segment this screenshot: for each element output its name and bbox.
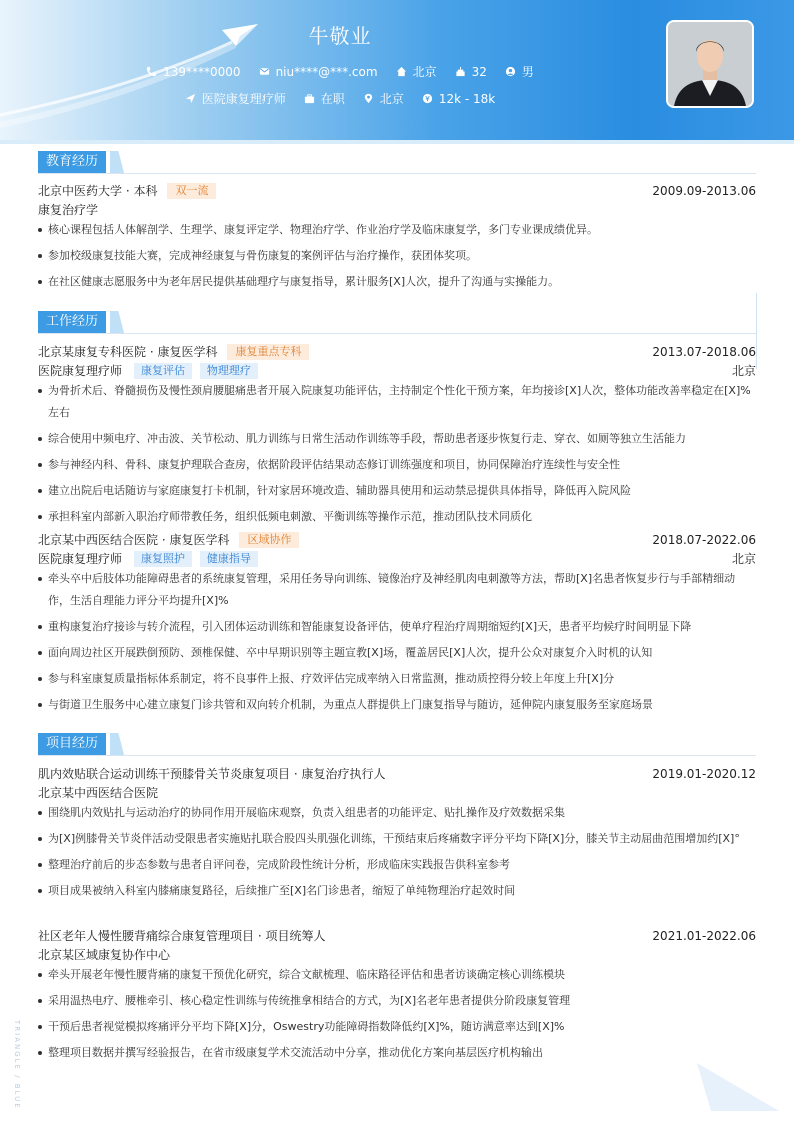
skill-tag: 健康指导 (200, 551, 258, 567)
divider-line (756, 293, 757, 369)
phone-item (146, 63, 240, 80)
work-title: 工作经历 (38, 311, 106, 333)
section-tab-decoration (110, 733, 124, 755)
list-item: 参加校级康复技能大赛，完成神经康复与骨伤康复的案例评估与治疗操作，获团体奖项。 (38, 245, 756, 267)
job-row (38, 530, 756, 549)
education-header (38, 151, 756, 174)
list-item: 与街道卫生服务中心建立康复门诊共管和双向转介机制，为重点人群提供上门康复指导与随访，延伸院内康复服务至家庭场景 (38, 694, 756, 716)
city-item (396, 63, 437, 80)
email-text: niu****@***.com (275, 64, 378, 79)
role-row (38, 549, 756, 568)
list-item: 承担科室内部新入职治疗师带教任务，组织低频电刺激、平衡训练等操作示范，推动团队技术同质化 (38, 506, 756, 528)
project-org: 北京某区域康复协作中心 (38, 948, 171, 962)
gender-text: 男 (521, 65, 534, 79)
list-item: 为骨折术后、脊髓损伤及慢性颈肩腰腿痛患者开展入院康复功能评估，主持制定个性化干预方案，年均接诊[X]人次，整体功能改善率稳定在[X]%左右 (38, 380, 756, 424)
project-org-row (38, 783, 756, 802)
list-item: 干预后患者视觉模拟疼痛评分平均下降[X]分，Oswestry功能障碍指数降低约[X]%，随访满意率达到[X]% (38, 1016, 756, 1038)
city-text: 北京 (412, 65, 437, 79)
cake-icon (455, 66, 466, 77)
list-item: 牵头卒中后肢体功能障碍患者的系统康复管理，采用任务导向训练、镜像治疗及神经肌肉电刺激等方法，帮助[X]名患者恢复步行与手部精细动作，生活自理能力评分平均提升[X]% (38, 568, 756, 612)
project-bullets (38, 802, 756, 902)
list-item: 整理项目数据并撰写经验报告，在省市级康复学术交流活动中分享，推动优化方案向基层医疗机构输出 (38, 1042, 756, 1064)
projects-title: 项目经历 (38, 733, 106, 755)
location-pin-icon (363, 93, 374, 104)
job-org: 北京某康复专科医院 · 康复医学科 (38, 345, 218, 359)
job-city: 北京 (731, 364, 756, 378)
school-tag: 双一流 (167, 183, 216, 199)
list-item: 建立出院后电话随访与家庭康复打卡机制，针对家居环境改造、辅助器具使用和运动禁忌提供具体指导，降低再入院风险 (38, 480, 756, 502)
list-item: 在社区健康志愿服务中为老年居民提供基础理疗与康复指导，累计服务[X]人次，提升了沟通与实操能力。 (38, 271, 756, 293)
email-item (259, 63, 378, 80)
job-city: 北京 (731, 552, 756, 566)
watermark-text: TRIANGLE / BLUE (13, 1020, 21, 1110)
avatar-image (668, 22, 752, 106)
job-tag: 区域协作 (239, 532, 299, 548)
list-item: 项目成果被纳入科室内膝痛康复路径，后续推广至[X]名门诊患者，缩短了单纯物理治疗起效时间 (38, 880, 756, 902)
resume-header (0, 0, 794, 140)
mail-icon (259, 66, 270, 77)
list-item: 整理治疗前后的步态参数与患者自评问卷，完成阶段性统计分析，形成临床实践报告供科室参考 (38, 854, 756, 876)
money-icon (422, 93, 433, 104)
briefcase-icon (304, 93, 315, 104)
list-item: 重构康复治疗接诊与转介流程，引入团体运动训练和智能康复设备评估，使单疗程治疗周期缩短约[X]天，患者平均候疗时间明显下降 (38, 616, 756, 638)
project-name: 社区老年人慢性腰背痛综合康复管理项目 · 项目统筹人 (38, 929, 326, 943)
job-org: 北京某中西医结合医院 · 康复医学科 (38, 533, 230, 547)
project-org-row (38, 945, 756, 964)
target-city-item (363, 90, 404, 107)
age-item (455, 63, 487, 80)
education-entry (38, 181, 756, 297)
project-entry-2 (38, 926, 756, 1068)
age-text: 32 (471, 64, 487, 79)
gender-item (505, 63, 534, 80)
project-org: 北京某中西医结合医院 (38, 786, 159, 800)
job-date: 2013.07-2018.06 (652, 344, 756, 359)
target-city-text: 北京 (379, 92, 404, 106)
section-tab-decoration (110, 151, 124, 173)
work-header (38, 311, 756, 334)
job-tag: 康复重点专科 (227, 344, 309, 360)
project-bullets (38, 964, 756, 1064)
role-row (38, 361, 756, 380)
job-row (38, 342, 756, 361)
send-icon (185, 93, 196, 104)
section-tab-decoration (110, 311, 124, 333)
skill-tag: 物理理疗 (200, 363, 258, 379)
job-intent-row (0, 90, 680, 107)
project-row (38, 926, 756, 945)
job-role: 医院康复理疗师 (38, 552, 123, 566)
list-item: 核心课程包括人体解剖学、生理学、康复评定学、物理治疗学、作业治疗学及临床康复学，多门专业课成绩优异。 (38, 219, 756, 241)
phone-text: 139****0000 (163, 64, 241, 79)
job-date: 2018.07-2022.06 (652, 532, 756, 547)
job-bullets (38, 568, 756, 716)
skill-tag: 康复评估 (134, 363, 192, 379)
education-date: 2009.09-2013.06 (652, 183, 756, 198)
list-item: 为[X]例膝骨关节炎伴活动受限患者实施贴扎联合股四头肌强化训练，干预结束后疼痛数字评分平均下降[X]分，膝关节主动屈曲范围增加约[X]° (38, 828, 756, 850)
project-row (38, 764, 756, 783)
education-section (38, 151, 756, 174)
phone-icon (146, 66, 157, 77)
work-section (38, 311, 756, 334)
list-item: 采用温热电疗、腰椎牵引、核心稳定性训练与传统推拿相结合的方式，为[X]名老年患者提供分阶段康复管理 (38, 990, 756, 1012)
education-bullets (38, 219, 756, 293)
contact-row (0, 63, 680, 80)
salary-item (422, 90, 495, 107)
list-item: 参与科室康复质量指标体系制定，将不良事件上报、疗效评估完成率纳入日常监测，推动质控得分较上年度上升[X]分 (38, 668, 756, 690)
job-role: 医院康复理疗师 (38, 364, 123, 378)
project-name: 肌内效贴联合运动训练干预膝骨关节炎康复项目 · 康复治疗执行人 (38, 767, 386, 781)
home-icon (396, 66, 407, 77)
project-date: 2019.01-2020.12 (652, 766, 756, 781)
education-title: 教育经历 (38, 151, 106, 173)
major-name: 康复治疗学 (38, 203, 99, 217)
list-item: 面向周边社区开展跌倒预防、颈椎保健、卒中早期识别等主题宣教[X]场，覆盖居民[X]人次，提升公众对康复介入时机的认知 (38, 642, 756, 664)
projects-section (38, 733, 756, 756)
school-name: 北京中医药大学 · 本科 (38, 184, 158, 198)
gender-icon (505, 66, 516, 77)
position-text: 医院康复理疗师 (201, 92, 286, 106)
education-row (38, 181, 756, 200)
projects-header (38, 733, 756, 756)
position-item (185, 90, 286, 107)
job-bullets (38, 380, 756, 528)
list-item: 综合使用中频电疗、冲击波、关节松动、肌力训练与日常生活动作训练等手段，帮助患者逐步恢复行走、穿衣、如厕等独立生活能力 (38, 428, 756, 450)
salary-text: 12k - 18k (438, 91, 496, 106)
job-entry-2 (38, 530, 756, 720)
skill-tag: 康复照护 (134, 551, 192, 567)
corner-triangle-decoration (697, 1063, 787, 1113)
list-item: 牵头开展老年慢性腰背痛的康复干预优化研究，综合文献梳理、临床路径评估和患者访谈确定核心训练模块 (38, 964, 756, 986)
major-row (38, 200, 756, 219)
avatar (666, 20, 754, 108)
job-entry-1 (38, 342, 756, 532)
list-item: 围绕肌内效贴扎与运动治疗的协同作用开展临床观察，负责入组患者的功能评定、贴扎操作及疗效数据采集 (38, 802, 756, 824)
status-item (304, 90, 345, 107)
status-text: 在职 (320, 92, 345, 106)
project-entry-1 (38, 764, 756, 906)
list-item: 参与神经内科、骨科、康复护理联合查房，依据阶段评估结果动态修订训练强度和项目，协同保障治疗连续性与安全性 (38, 454, 756, 476)
project-date: 2021.01-2022.06 (652, 928, 756, 943)
candidate-name: 牛敬业 (308, 24, 372, 48)
